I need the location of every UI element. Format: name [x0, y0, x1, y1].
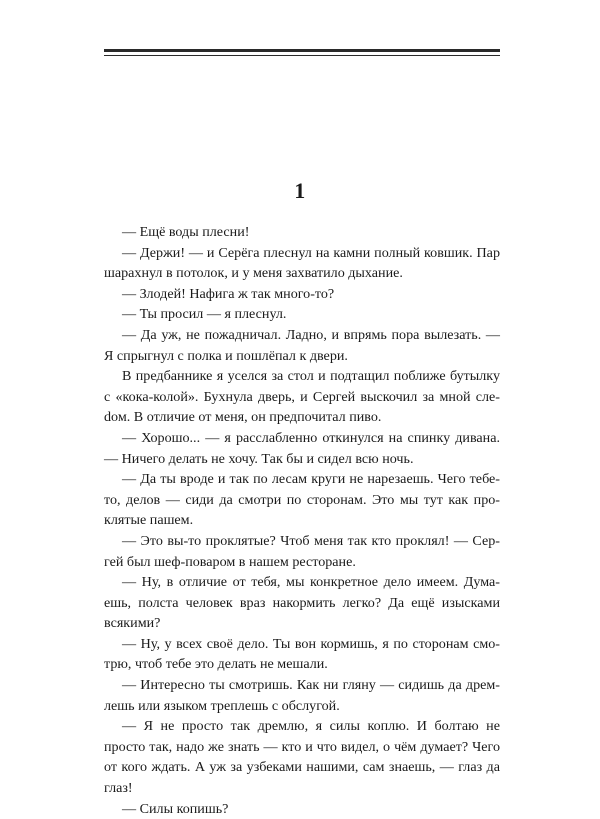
- paragraph: — Ну, в отличие от тебя, мы конкретное дело имеем. Думаешь, полста человек враз накормить легко? Да ещё изысками всякими?: [104, 574, 500, 632]
- paragraph: — Силы копишь?: [122, 800, 229, 817]
- paragraph: — Хорошо... — я расслабленно откинулся на спинку дивана. — Ничего делать не хочу. Так бы и сидел всю ночь.: [104, 429, 500, 467]
- text-body: [104, 222, 500, 819]
- paragraph: — Я не просто так дремлю, я силы коплю. И болтаю не просто так, надо же знать — кто и что видел, о чём думает? Чего от кого ждать. А уж за узбеками нашими, сам знаешь, — глаз да глаз!: [104, 718, 500, 797]
- paragraph: — Интересно ты смотришь. Как ни гляну — сидишь да дремлешь или языком треплешь с обслугой.: [104, 677, 500, 714]
- paragraph: — Да уж, не пожадничал. Ладно, и впрямь пора вылезать. — Я спрыгнул с полка и пошлёпал к двери.: [104, 326, 500, 364]
- chapter-number: 1: [294, 178, 306, 203]
- paragraph: — Да ты вроде и так по лесам круги не нарезаешь. Чего тебе-то, делов — сиди да смотри по сторонам. Это мы тут как проклятые пашем.: [104, 471, 500, 529]
- paragraph: — Ну, у всех своё дело. Ты вон кормишь, я по сторонам смотрю, чтоб тебе это делать не мешали.: [104, 635, 500, 673]
- paragraph: — Злодей! Нафига ж так много-то?: [122, 285, 335, 302]
- paragraph: В предбаннике я уселся за стол и подтащил поближе бутылку с «кока-колой». Бухнула дверь, и Сергей выскочил за мной слеdом. В отличие от меня, он предпочитал пиво.: [104, 368, 500, 426]
- paragraph: — Держи! — и Серёга плеснул на камни полный ковшик. Пар шарахнул в потолок, и у меня захватило дыхание.: [104, 244, 500, 282]
- top-thick-rule: [104, 49, 500, 52]
- paragraph: — Ещё воды плесни!: [122, 224, 250, 240]
- paragraph: — Это вы-то проклятые? Чтоб меня так кто проклял! — Сергей был шеф-поваром в нашем ресторане.: [104, 532, 500, 570]
- paragraph: — Ты просил — я плеснул.: [122, 306, 287, 323]
- top-thin-rule: [104, 55, 500, 56]
